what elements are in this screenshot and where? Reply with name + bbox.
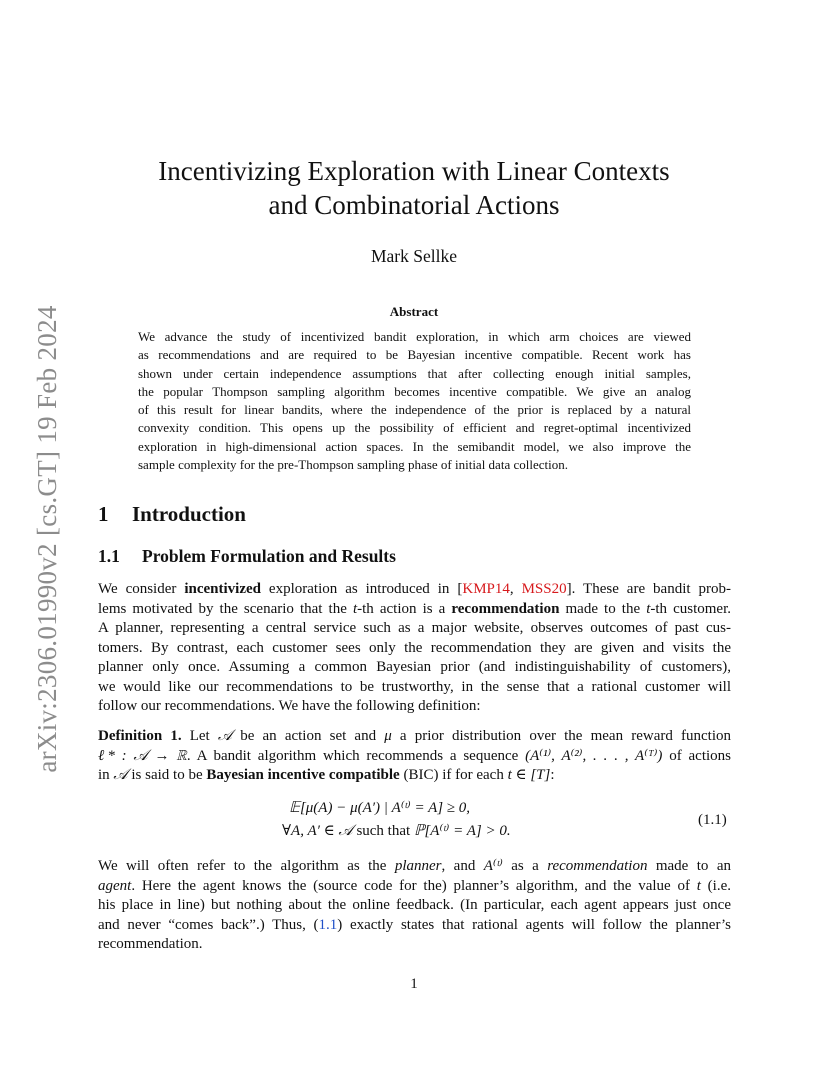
text-line <box>98 747 731 767</box>
subsection-number: 1.1 <box>98 546 120 566</box>
bold-term: recommendation <box>451 600 560 617</box>
text-run: : <box>550 767 555 783</box>
text-run: in <box>98 767 114 783</box>
math-symbol: t <box>696 877 701 894</box>
text-line <box>98 916 731 936</box>
math-symbol: 𝒜 <box>113 767 128 783</box>
subsection-heading <box>98 546 396 567</box>
math-expression: (A⁽¹⁾, A⁽²⁾, . . . , A⁽ᵀ⁾) <box>525 747 663 764</box>
abstract-line: as recommendations and are required to be Bayesian incentive compatible. Recent work has <box>138 347 691 363</box>
math-expression: 𝔼[μ(A) − μ(A′) | A⁽ᵗ⁾ = A] ≥ 0, <box>289 800 471 816</box>
math-expression: ∀A, A′ ∈ 𝒜 <box>282 823 353 839</box>
text-run: . A bandit algorithm which recommends a sequence <box>186 747 526 764</box>
text-line <box>98 766 731 786</box>
equation-number: (1.1) <box>698 812 727 828</box>
bold-term: incentivized <box>184 581 261 597</box>
arxiv-stamp: arXiv:2306.01990v2 [cs.GT] 19 Feb 2024 <box>32 305 62 773</box>
text-run: We will often refer to the algorithm as the <box>98 858 395 874</box>
equation-reference-link[interactable]: 1.1 <box>318 916 338 933</box>
text-run: ]. These are bandit prob- <box>566 581 731 597</box>
text-line: planner only once. Assuming a common Bayesian prior (and indistinguishability of customers), <box>98 659 731 675</box>
definition-label: Definition 1. <box>98 728 182 744</box>
title-line-2: and Combinatorial Actions <box>268 190 560 220</box>
math-symbol: 𝒜 <box>217 728 233 744</box>
text-run: (i.e. <box>700 877 731 894</box>
text-line: we would like our recommendations to be trustworthy, in the sense that a rational customer will <box>98 678 731 695</box>
paper-title <box>0 154 828 222</box>
citation-link[interactable]: KMP14 <box>462 581 510 597</box>
text-run: , and <box>441 858 484 874</box>
abstract-line: We advance the study of incentivized bandit exploration, in which arm choices are viewed <box>138 329 691 344</box>
text-run: made to the <box>559 600 647 617</box>
text-run: a prior distribution over the mean reward function <box>391 728 731 744</box>
text-run: is said to be <box>127 767 207 783</box>
text-run: lems motivated by the scenario that the <box>98 600 353 617</box>
text-line <box>98 600 731 620</box>
section-number: 1 <box>98 502 109 526</box>
abstract-line: convexity condition. This opens up the possibility of efficient and regret-optimal incentivized <box>138 420 691 436</box>
text-line: tomers. By contrast, each customer sees only the recommendation they are given and visits the <box>98 639 731 656</box>
text-line: A planner, representing a central service such as a major website, observes outcomes of past cus- <box>98 620 731 636</box>
abstract-line: shown under certain independence assumptions that after collecting enough initial samples, <box>138 365 691 381</box>
abstract-line: of this result for linear bandits, where the independence of the prior is replaced by a natural <box>138 402 691 418</box>
text-run: such that <box>352 823 414 839</box>
text-line <box>98 857 731 877</box>
text-run: ) exactly states that rational agents will follow the planner’s <box>337 916 731 933</box>
math-symbol: t <box>352 600 358 617</box>
math-symbol: t <box>646 600 651 617</box>
author-name: Mark Sellke <box>370 246 458 266</box>
text-run: , <box>509 581 522 597</box>
text-run: . Here the agent knows the (source code for the) planner’s algorithm, and the value of <box>131 877 697 894</box>
subsection-title: Problem Formulation and Results <box>142 546 396 566</box>
italic-term: recommendation <box>547 858 648 874</box>
text-line: recommendation. <box>98 936 203 952</box>
text-run: made to an <box>647 858 731 874</box>
section-title: Introduction <box>132 502 246 526</box>
intro-paragraph <box>98 580 731 717</box>
text-run: as a <box>502 858 548 874</box>
math-expression: ℙ[A⁽ᵗ⁾ = A] > 0. <box>413 823 511 839</box>
bold-term: Bayesian incentive compatible <box>206 767 400 783</box>
page-number: 1 <box>410 976 418 992</box>
text-run: be an action set and <box>232 728 385 744</box>
text-line: his place in line) but nothing about the online feedback. (In particular, each agent appears just once <box>98 897 731 913</box>
text-line <box>98 877 731 897</box>
abstract-line: the popular Thompson sampling algorithm becomes incentive compatible. We give an analog <box>138 383 691 399</box>
title-line-1: Incentivizing Exploration with Linear Contexts <box>158 156 670 186</box>
abstract-body <box>138 328 691 474</box>
section-heading-introduction <box>98 502 246 527</box>
equation-line-1 <box>289 797 470 819</box>
text-run: -th action is a <box>357 600 452 617</box>
italic-term: planner <box>394 858 442 874</box>
math-symbol: μ <box>384 728 392 744</box>
abstract-heading: Abstract <box>389 304 439 319</box>
abstract-line: sample complexity for the pre-Thompson sampling phase of initial data collection. <box>138 457 568 473</box>
text-run: Let <box>181 728 218 744</box>
italic-term: agent <box>98 877 132 894</box>
text-line: follow our recommendations. We have the following definition: <box>98 698 481 714</box>
citation-link[interactable]: MSS20 <box>521 581 567 597</box>
text-run: and never “comes back”.) Thus, ( <box>98 916 319 933</box>
definition-block <box>98 727 731 786</box>
text-run: (BIC) if for each <box>399 767 508 783</box>
abstract-line: exploration in high-dimensional action spaces. In the semibandit model, we also improve the <box>138 438 691 454</box>
text-line <box>98 727 731 747</box>
text-run: -th customer. <box>650 600 731 617</box>
math-expression: ℓ* : 𝒜 → ℝ <box>98 747 187 764</box>
math-expression: t ∈ [T] <box>507 767 551 783</box>
text-line <box>98 580 731 600</box>
math-expression: A⁽ᵗ⁾ <box>483 858 503 874</box>
text-run: of actions <box>662 747 732 764</box>
equation-line-2 <box>282 820 511 842</box>
text-run: We consider <box>98 581 185 597</box>
text-run: exploration as introduced in [ <box>260 581 463 597</box>
body-paragraph <box>98 857 731 955</box>
